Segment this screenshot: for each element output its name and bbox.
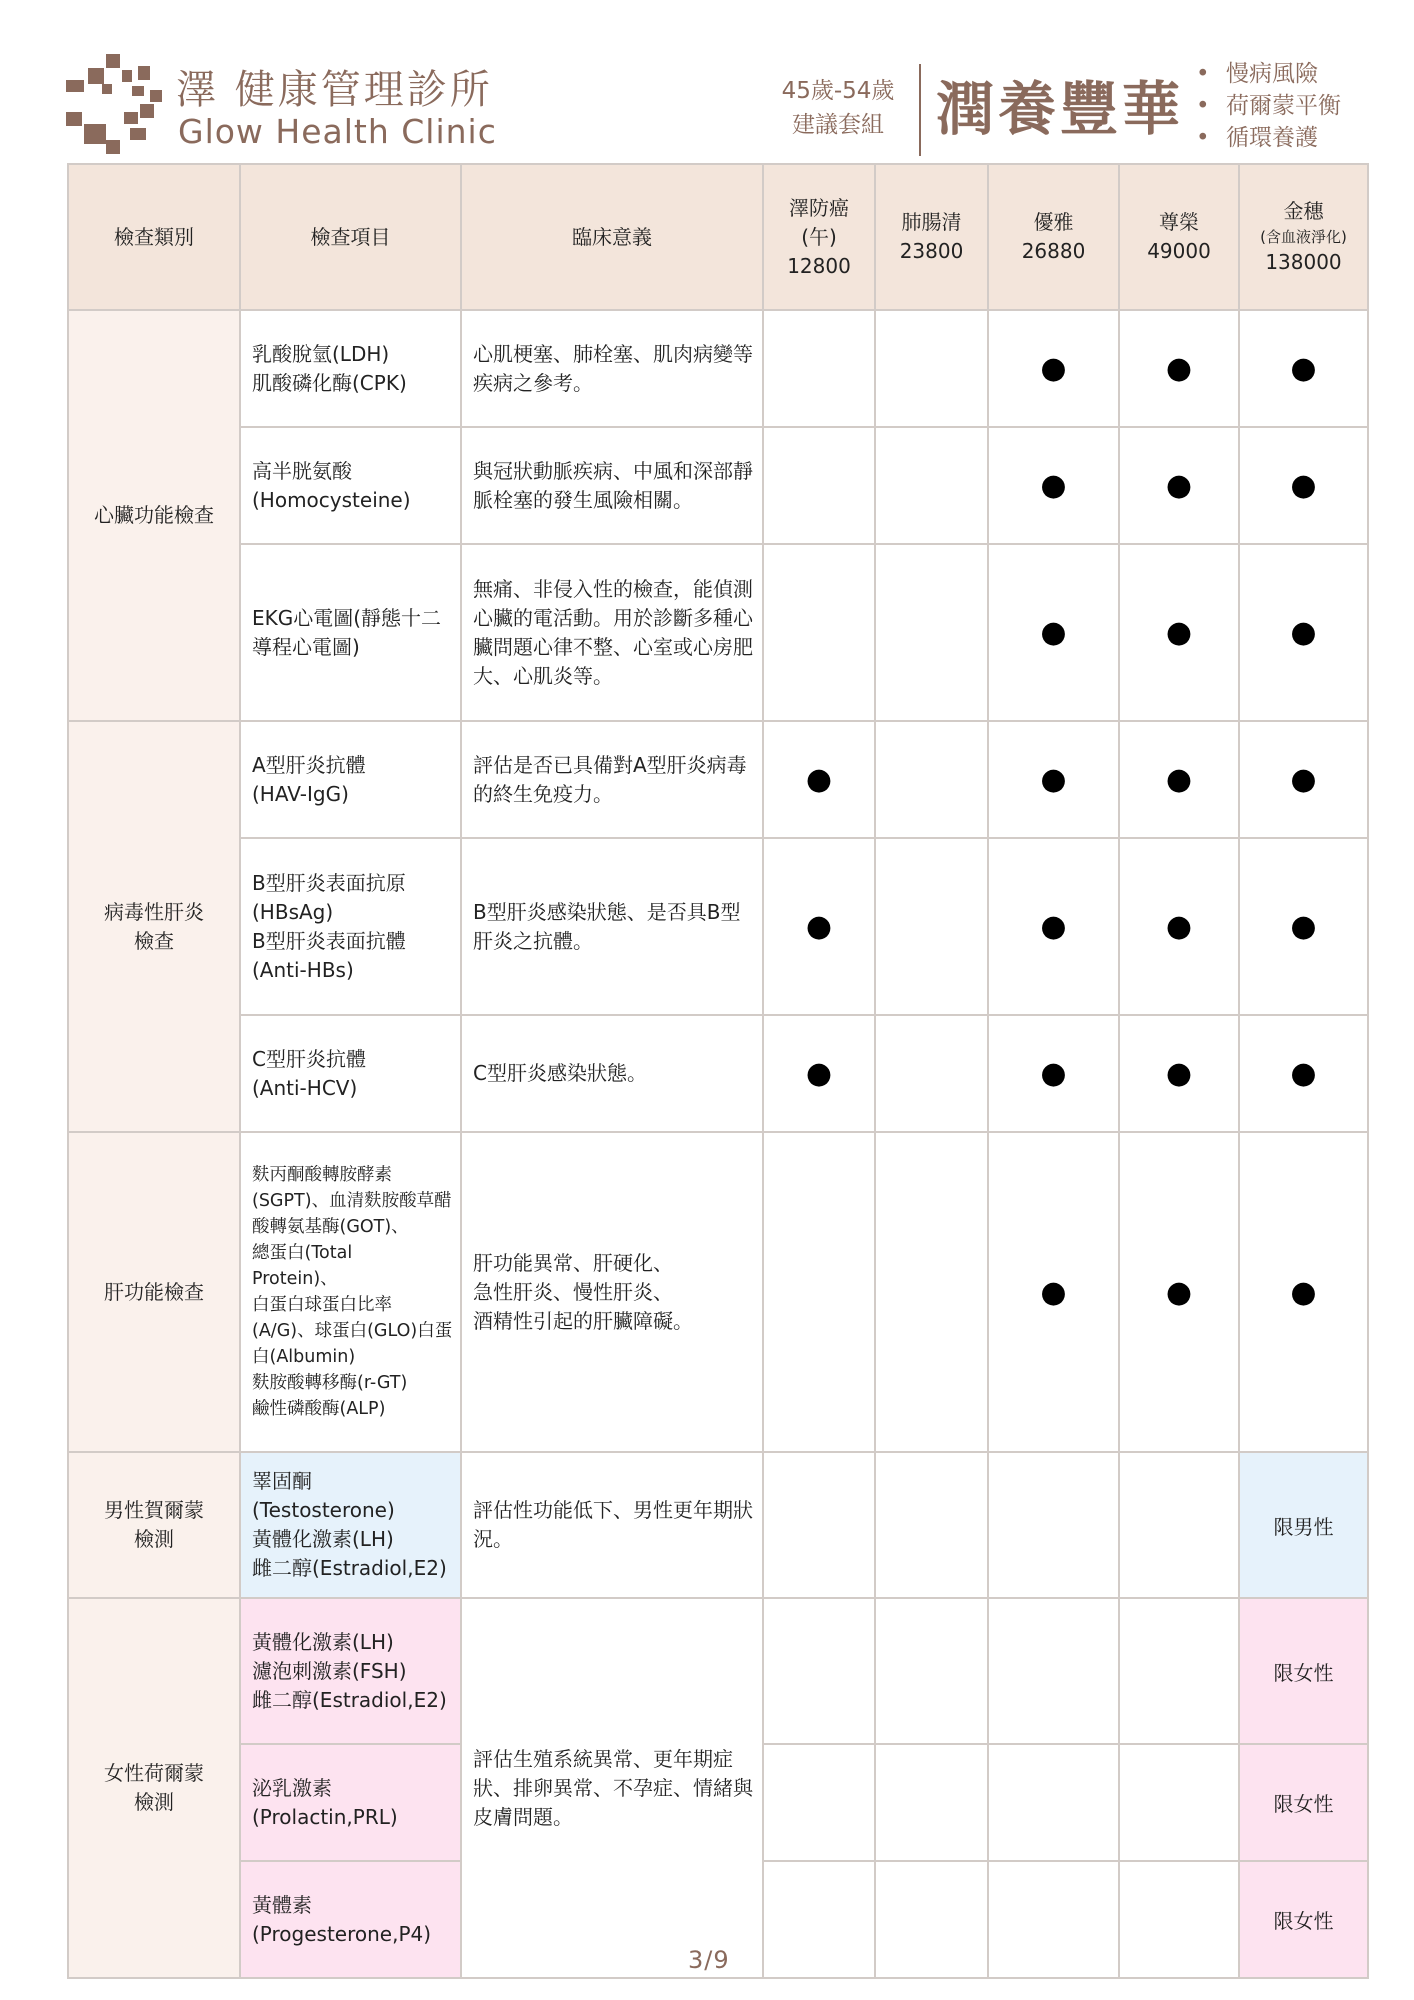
included-mark: ● — [1239, 1132, 1368, 1452]
included-mark: ● — [763, 1015, 875, 1132]
package-cell — [763, 1132, 875, 1452]
package-name: 優雅 — [1033, 210, 1074, 234]
package-name: 肺腸清 — [901, 210, 962, 234]
package-name: 尊榮 — [1159, 210, 1199, 234]
exam-item: 黃體化激素(LH) 濾泡刺激素(FSH) 雌二醇(Estradiol,E2) — [240, 1598, 461, 1744]
table-header-row — [68, 164, 1368, 310]
included-mark: ● — [1119, 721, 1239, 838]
exam-item: 泌乳激素 (Prolactin,PRL) — [240, 1744, 461, 1861]
table-row — [68, 1015, 1368, 1132]
exam-item: 麩丙酮酸轉胺酵素 (SGPT)、血清麩胺酸草醋酸轉氨基酶(GOT)、 總蛋白(Total Protein)、 白蛋白球蛋白比率 (A/G)、球蛋白(GLO)白蛋白(Albumin) 麩胺酸轉移酶(r-GT) 鹼性磷酸酶(ALP) — [240, 1132, 461, 1452]
package-cell — [875, 721, 988, 838]
included-mark: ● — [1239, 1015, 1368, 1132]
page-header — [0, 0, 1414, 165]
package-name: 金穗 — [1283, 199, 1324, 223]
clinical-meaning: C型肝炎感染狀態。 — [461, 1015, 763, 1132]
package-price: 26880 — [1021, 239, 1086, 263]
exam-item: A型肝炎抗體 (HAV-IgG) — [240, 721, 461, 838]
checkup-table — [67, 163, 1369, 1979]
clinical-meaning: 心肌梗塞、肺栓塞、肌肉病變等疾病之參考。 — [461, 310, 763, 427]
included-mark: ● — [1119, 1015, 1239, 1132]
package-cell — [763, 1744, 875, 1861]
limit-male-badge: 限男性 — [1239, 1452, 1368, 1598]
feature-list — [1196, 58, 1341, 154]
included-mark: ● — [763, 721, 875, 838]
table-row — [68, 1132, 1368, 1452]
package-cell — [875, 1132, 988, 1452]
page-number: 3/9 — [688, 1946, 730, 1974]
category-liver: 肝功能檢查 — [68, 1132, 240, 1452]
package-cell — [875, 310, 988, 427]
included-mark: ● — [988, 544, 1119, 721]
included-mark: ● — [1119, 838, 1239, 1015]
included-mark: ● — [1239, 838, 1368, 1015]
exam-item: 黃體素 (Progesterone,P4) — [240, 1861, 461, 1978]
included-mark: ● — [1119, 544, 1239, 721]
package-cell — [988, 1452, 1119, 1598]
category-female-hormone: 女性荷爾蒙 檢測 — [68, 1598, 240, 1978]
package-cell — [763, 1861, 875, 1978]
package-cell — [1119, 1452, 1239, 1598]
exam-item: B型肝炎表面抗原 (HBsAg) B型肝炎表面抗體 (Anti-HBs) — [240, 838, 461, 1015]
package-cell — [1119, 1861, 1239, 1978]
age-range-block — [768, 74, 908, 142]
package-cell — [988, 1744, 1119, 1861]
package-note: (午) — [801, 224, 837, 249]
clinical-meaning: 與冠狀動脈疾病、中風和深部靜脈栓塞的發生風險相關。 — [461, 427, 763, 544]
package-price: 12800 — [787, 253, 851, 278]
package-cell — [988, 1861, 1119, 1978]
limit-female-badge: 限女性 — [1239, 1744, 1368, 1861]
table-row — [68, 544, 1368, 721]
header-category: 檢查類別 — [68, 164, 240, 310]
header-package-3 — [988, 164, 1119, 310]
package-price: 49000 — [1147, 239, 1211, 263]
exam-item: 睪固酮(Testosterone) 黃體化激素(LH) 雌二醇(Estradiol,E2) — [240, 1452, 461, 1598]
feature-item: • 慢病風險 — [1196, 58, 1341, 90]
package-title: 潤養豐華 — [936, 75, 1185, 143]
category-male-hormone: 男性賀爾蒙 檢測 — [68, 1452, 240, 1598]
included-mark: ● — [763, 838, 875, 1015]
header-package-5 — [1239, 164, 1368, 310]
header-meaning: 臨床意義 — [461, 164, 763, 310]
package-cell — [875, 1015, 988, 1132]
included-mark: ● — [1119, 310, 1239, 427]
limit-female-badge: 限女性 — [1239, 1861, 1368, 1978]
package-cell — [875, 427, 988, 544]
included-mark: ● — [988, 1132, 1119, 1452]
clinical-meaning: 評估生殖系統異常、更年期症狀、排卵異常、不孕症、情緒與皮膚問題。 — [461, 1598, 763, 1978]
age-range: 45歲-54歲 — [781, 78, 895, 104]
package-cell — [763, 427, 875, 544]
table-row — [68, 427, 1368, 544]
table-row — [68, 310, 1368, 427]
package-note: (含血液淨化) — [1260, 228, 1347, 246]
package-cell — [875, 1861, 988, 1978]
package-cell — [763, 544, 875, 721]
table-row — [68, 1452, 1368, 1598]
exam-item: EKG心電圖(靜態十二導程心電圖) — [240, 544, 461, 721]
clinical-meaning: 評估性功能低下、男性更年期狀況。 — [461, 1452, 763, 1598]
package-cell — [988, 1598, 1119, 1744]
included-mark: ● — [988, 838, 1119, 1015]
package-cell — [875, 544, 988, 721]
included-mark: ● — [988, 427, 1119, 544]
package-price: 23800 — [899, 239, 964, 263]
table-row — [68, 838, 1368, 1015]
header-package-2 — [875, 164, 988, 310]
category-hepatitis: 病毒性肝炎 檢查 — [68, 721, 240, 1132]
included-mark: ● — [1239, 427, 1368, 544]
header-item: 檢查項目 — [240, 164, 461, 310]
included-mark: ● — [1239, 544, 1368, 721]
included-mark: ● — [988, 721, 1119, 838]
included-mark: ● — [988, 1015, 1119, 1132]
included-mark: ● — [1239, 310, 1368, 427]
included-mark: ● — [1239, 721, 1368, 838]
package-cell — [763, 310, 875, 427]
package-cell — [875, 1598, 988, 1744]
glow-clinic-logo-icon — [66, 54, 162, 154]
package-cell — [763, 1452, 875, 1598]
brand-name-zh: 澤 健康管理診所 — [176, 67, 493, 113]
clinical-meaning: B型肝炎感染狀態、是否具B型肝炎之抗體。 — [461, 838, 763, 1015]
package-price: 138000 — [1265, 250, 1342, 274]
package-name: 澤防癌 — [789, 195, 849, 220]
clinical-meaning: 無痛、非侵入性的檢查，能偵測心臟的電活動。用於診斷多種心臟問題心律不整、心室或心房肥大、心肌炎等。 — [461, 544, 763, 721]
exam-item: 乳酸脫氫(LDH) 肌酸磷化酶(CPK) — [240, 310, 461, 427]
table-row — [68, 721, 1368, 838]
header-package-4 — [1119, 164, 1239, 310]
included-mark: ● — [1119, 1132, 1239, 1452]
category-heart: 心臟功能檢查 — [68, 310, 240, 721]
package-cell — [875, 838, 988, 1015]
included-mark: ● — [1119, 427, 1239, 544]
header-package-1 — [763, 164, 875, 310]
clinical-meaning: 評估是否已具備對A型肝炎病毒的終生免疫力。 — [461, 721, 763, 838]
exam-item: C型肝炎抗體 (Anti-HCV) — [240, 1015, 461, 1132]
package-cell — [763, 1598, 875, 1744]
clinical-meaning: 肝功能異常、肝硬化、 急性肝炎、慢性肝炎、 酒精性引起的肝臟障礙。 — [461, 1132, 763, 1452]
package-cell — [1119, 1744, 1239, 1861]
brand-name-en: Glow Health Clinic — [178, 112, 497, 151]
package-cell — [875, 1744, 988, 1861]
included-mark: ● — [988, 310, 1119, 427]
package-cell — [1119, 1598, 1239, 1744]
feature-item: • 循環養護 — [1196, 122, 1341, 154]
recommend-label: 建議套組 — [792, 112, 884, 138]
package-cell — [875, 1452, 988, 1598]
header-divider — [919, 64, 921, 156]
feature-item: • 荷爾蒙平衡 — [1196, 90, 1341, 122]
limit-female-badge: 限女性 — [1239, 1598, 1368, 1744]
exam-item: 高半胱氨酸 (Homocysteine) — [240, 427, 461, 544]
table-row — [68, 1598, 1368, 1744]
